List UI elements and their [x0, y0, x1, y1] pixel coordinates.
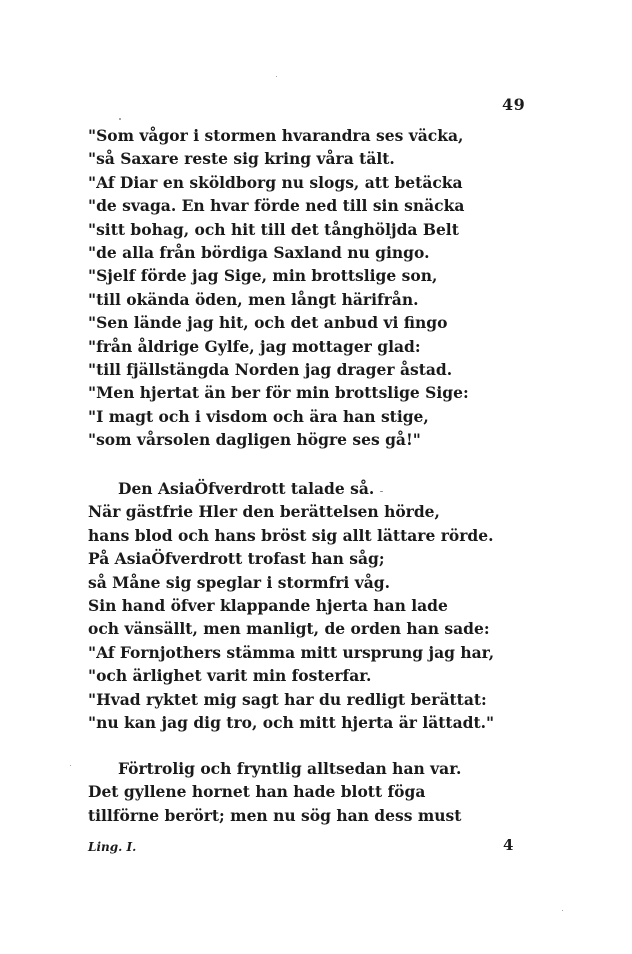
verse-line: "och ärlighet varit min fosterfar. [88, 666, 372, 686]
verse-line: "Af Fornjothers stämma mitt ursprung jag har, [88, 642, 495, 662]
paper-speck [70, 765, 71, 766]
stanza-1 [88, 124, 468, 452]
verse-line: "Som vågor i stormen hvarandra ses väcka, [88, 126, 464, 145]
verse-line: "sitt bohag, och hit till det tånghöljda Belt [88, 219, 459, 239]
verse-line: Den AsiaÖfverdrott talade så. [118, 479, 375, 498]
verse-line: så Måne sig speglar i stormfri våg. [88, 572, 390, 592]
paper-speck [380, 491, 383, 492]
verse-line: tillförne berört; men nu sög han dess must [88, 805, 462, 825]
verse-line: "Men hjertat än ber för min brottslige Sige: [88, 383, 469, 403]
verse-line: "som vårsolen dagligen högre ses gå!" [88, 430, 421, 450]
verse-line: "till fjällstängda Norden jag drager åstad. [88, 360, 453, 380]
verse-line: "Sen lände jag hit, och det anbud vi fingo [88, 313, 448, 333]
verse-line: Förtrolig och fryntlig alltsedan han var. [118, 759, 462, 778]
verse-line: "så Saxare reste sig kring våra tält. [88, 149, 395, 169]
verse-line: "Sjelf förde jag Sige, min brottslige son, [88, 266, 438, 286]
page-number: 49 [502, 95, 526, 114]
paper-speck [562, 910, 563, 911]
verse-line: "nu kan jag dig tro, och mitt hjerta är lättadt." [88, 713, 495, 733]
paper-speck [276, 76, 277, 77]
verse-line: På AsiaÖfverdrott trofast han såg; [88, 549, 385, 569]
verse-line: "från åldrige Gylfe, jag mottager glad: [88, 336, 421, 356]
printer-signature: Ling. I. [88, 840, 137, 854]
sheet-number: 4 [503, 836, 514, 854]
verse-line: Sin hand öfver klappande hjerta han lade [88, 596, 448, 616]
verse-line: "Hvad ryktet mig sagt har du redligt berättat: [88, 689, 487, 709]
verse-line: hans blod och hans bröst sig allt lättare rörde. [88, 525, 494, 545]
stanza-3 [88, 757, 468, 827]
verse-line: "Af Diar en sköldborg nu slogs, att betäcka [88, 172, 463, 192]
verse-line: "de svaga. En hvar förde ned till sin snäcka [88, 196, 465, 216]
paper-speck [119, 118, 121, 120]
stanza-2 [88, 477, 495, 734]
verse-line: "I magt och i visdom och ära han stige, [88, 406, 429, 426]
verse-line: "de alla från bördiga Saxland nu gingo. [88, 243, 430, 263]
verse-line: När gästfrie Hler den berättelsen hörde, [88, 502, 440, 522]
verse-line: "till okända öden, men långt härifrån. [88, 289, 419, 309]
verse-line: Det gyllene hornet han hade blott föga [88, 782, 426, 802]
verse-line: och vänsällt, men manligt, de orden han sade: [88, 619, 490, 639]
